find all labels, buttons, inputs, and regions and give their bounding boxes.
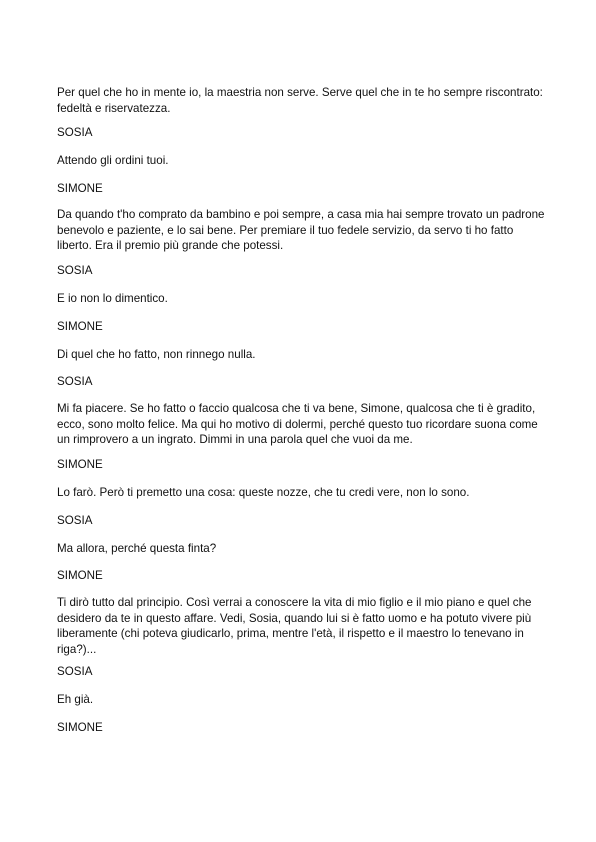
paragraph-intro: Per quel che ho in mente io, la maestria non serve. Serve quel che in te ho sempre riscontrato: fedeltà e riservatezza.	[57, 86, 543, 115]
speaker-sosia: SOSIA	[57, 264, 93, 277]
paragraph-simone-comprato: Da quando t'ho comprato da bambino e poi sempre, a casa mia hai sempre trovato un padrone benevolo e paziente, e lo sai bene. Per premiare il tuo fedele servizio, da servo ti ho fatto liberto. Era il premio più grande che potessi.	[57, 208, 545, 252]
speaker-sosia: SOSIA	[57, 126, 93, 139]
paragraph-simone-rinnego: Di quel che ho fatto, non rinnego nulla.	[57, 348, 256, 361]
speaker-simone: SIMONE	[57, 320, 103, 333]
paragraph-simone-nozze: Lo farò. Però ti premetto una cosa: queste nozze, che tu credi vere, non lo sono.	[57, 486, 470, 499]
speaker-simone: SIMONE	[57, 182, 103, 195]
speaker-sosia: SOSIA	[57, 665, 93, 678]
speaker-simone: SIMONE	[57, 721, 103, 734]
paragraph-sosia-attendo: Attendo gli ordini tuoi.	[57, 154, 169, 167]
paragraph-sosia-piacere: Mi fa piacere. Se ho fatto o faccio qualcosa che ti va bene, Simone, qualcosa che ti è gradito, ecco, sono molto felice. Ma qui ho motivo di dolermi, perché questo tuo ricordare suona come un rimprovero a un ingrato. Dimmi in una parola quel che vuoi da me.	[57, 402, 538, 446]
speaker-sosia: SOSIA	[57, 514, 93, 527]
paragraph-sosia-finta: Ma allora, perché questa finta?	[57, 542, 217, 555]
paragraph-sosia-eh-gia: Eh già.	[57, 693, 94, 706]
paragraph-sosia-dimentico: E io non lo dimentico.	[57, 292, 168, 305]
speaker-simone: SIMONE	[57, 569, 103, 582]
speaker-sosia: SOSIA	[57, 375, 93, 388]
speaker-simone: SIMONE	[57, 458, 103, 471]
paragraph-simone-principio: Ti dirò tutto dal principio. Così verrai a conoscere la vita di mio figlio e il mio piano e quel che desidero da te in questo affare. Vedi, Sosia, quando lui si è fatto uomo e ha potuto vivere più liberamente (chi poteva giudicarlo, prima, mentre l'età, il rispetto e il maestro lo tenevano in riga?)...	[57, 596, 532, 656]
